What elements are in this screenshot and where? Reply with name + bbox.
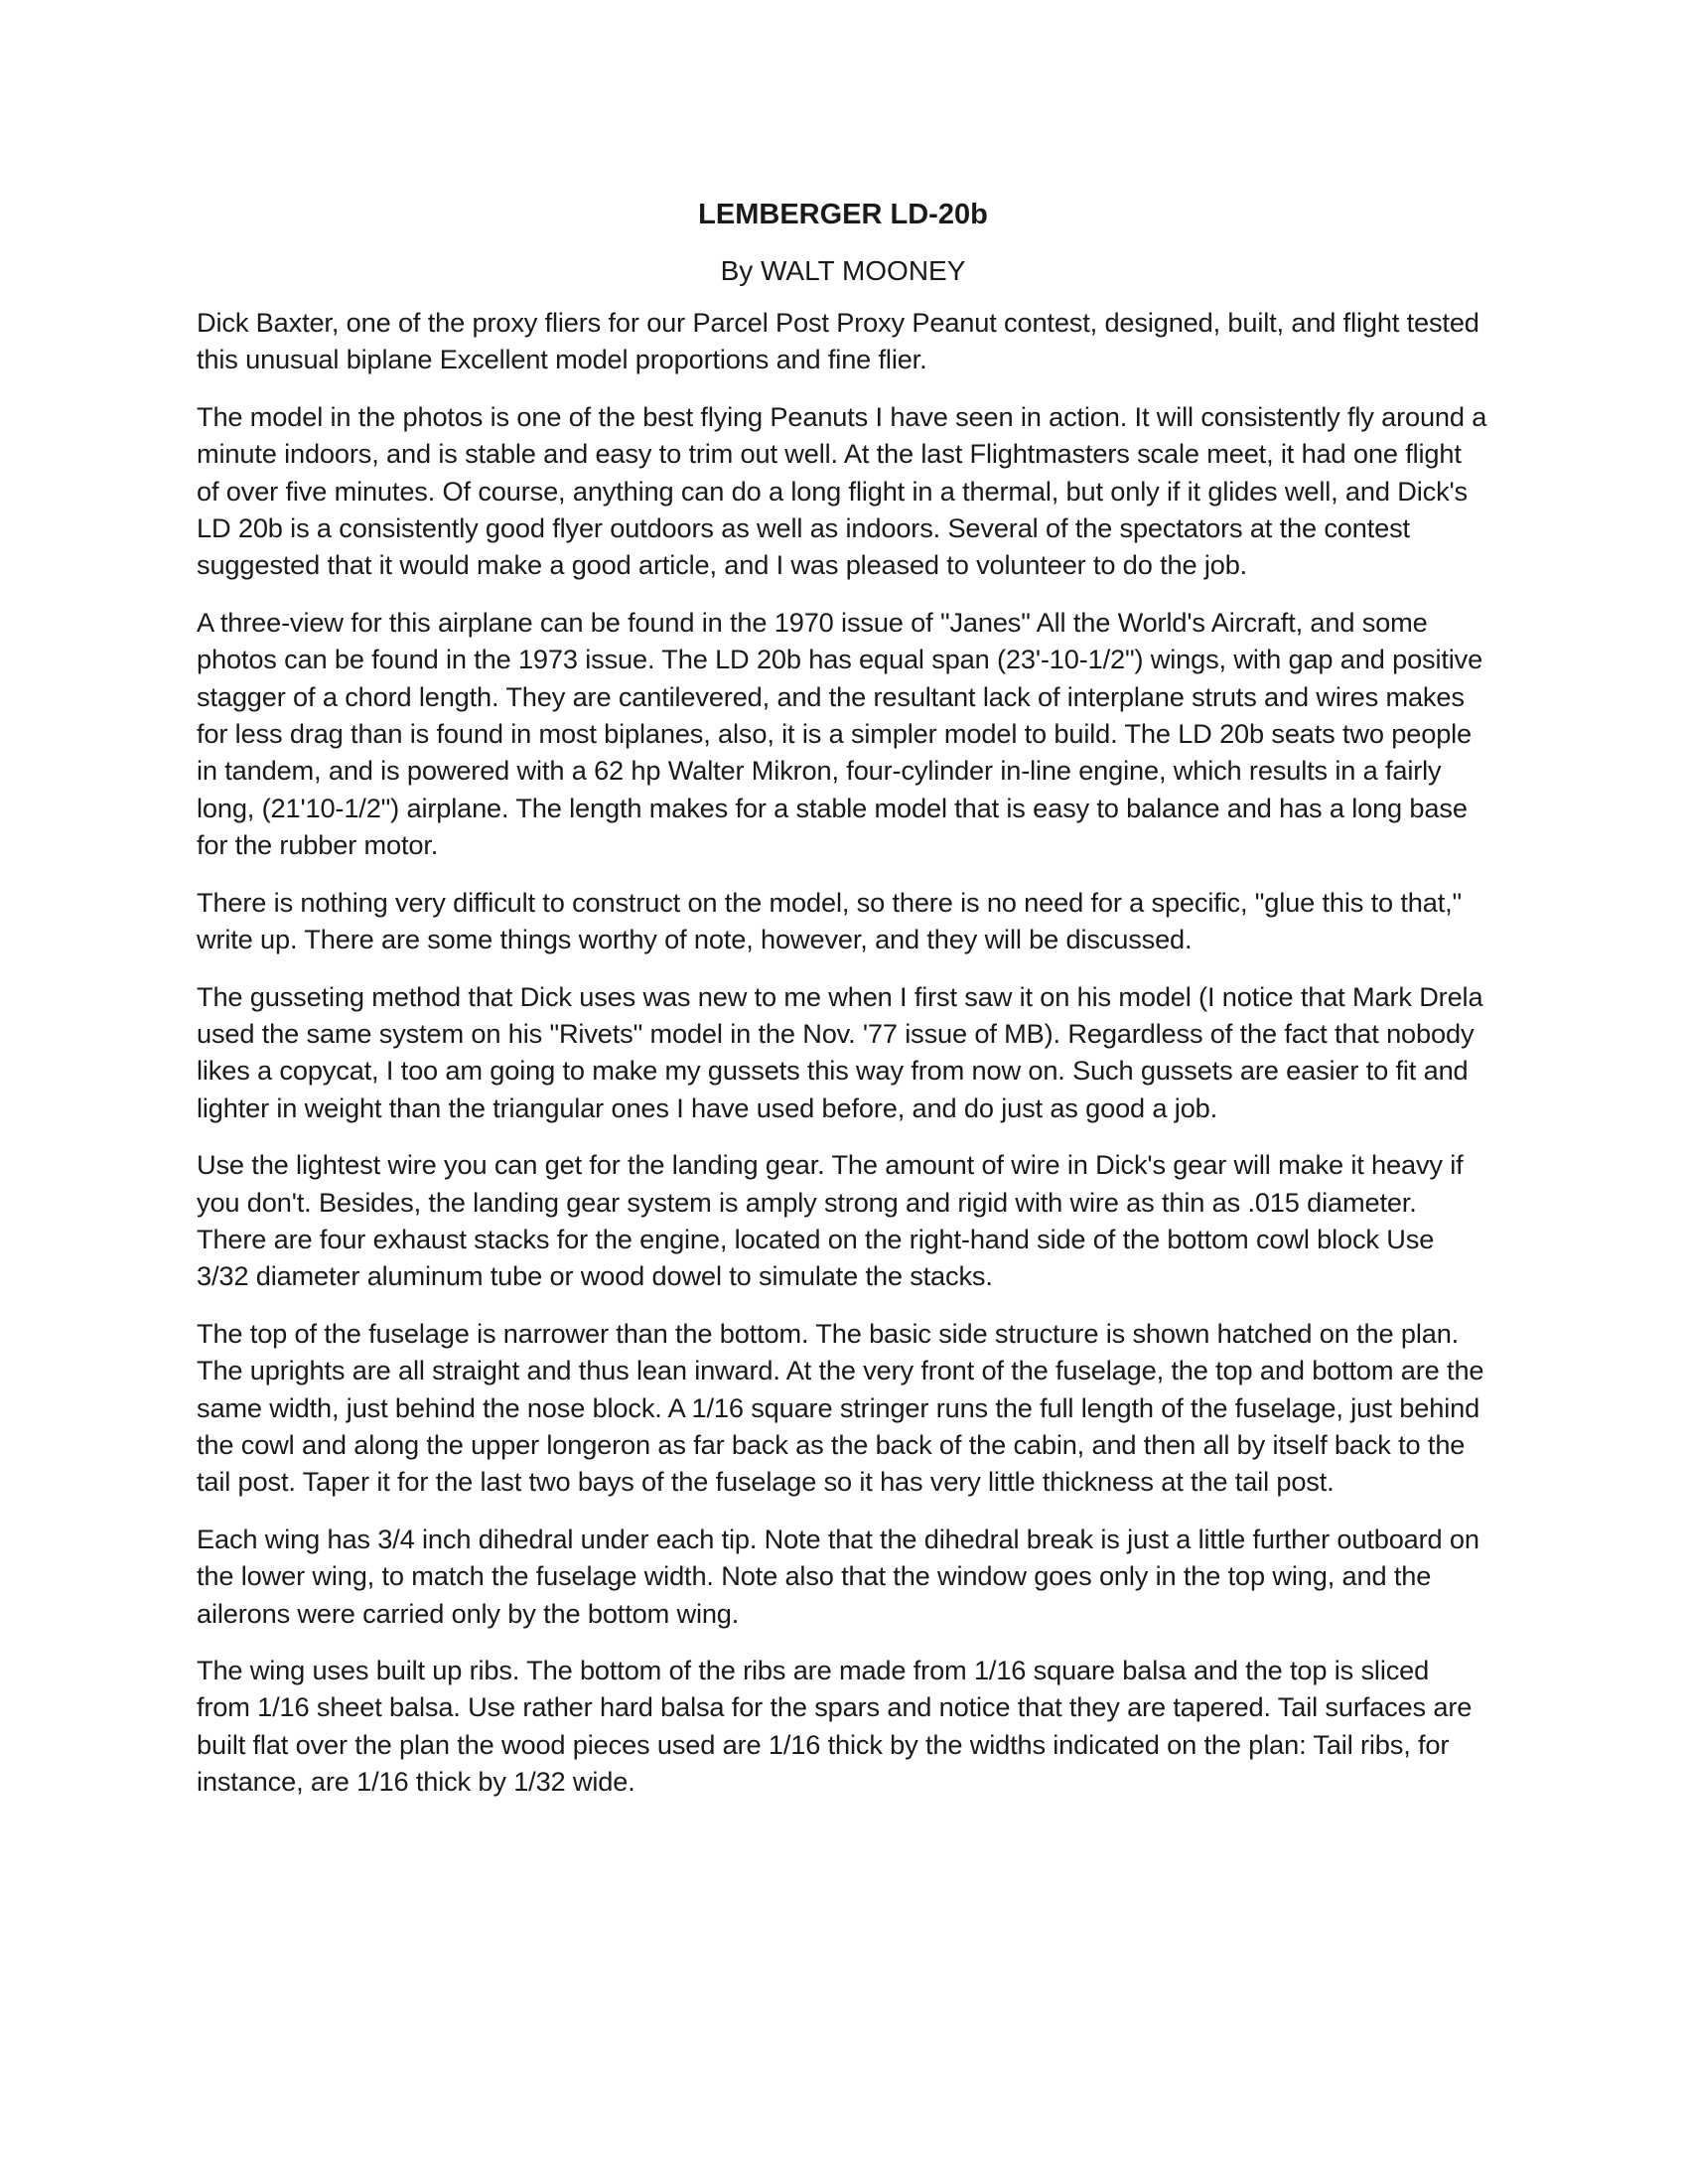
paragraph-4: There is nothing very difficult to construct on the model, so there is no need for a specific, "glue this to that," write up. There are some things worthy of note, however, and they will be discussed. — [197, 886, 1463, 955]
paragraph-3: A three-view for this airplane can be found in the 1970 issue of "Janes" All the World's Aircraft, and some photos can be found in the 1973 issue. The LD 20b has equal span (23'-10-1/2") wings, with gap and positive stagger of a chord length. They are cantilevered, and the resultant lack of interplane struts and wires makes for less drag than is found in most biplanes, also, it is a simpler model to build. The LD 20b seats two people in tandem, and is powered with a 62 hp Walter Mikron, four-cylinder in-line engine, which results in a fairly long, (21'10-1/2") airplane. The length makes for a stable model that is easy to balance and has a long base for the rubber motor. — [197, 606, 1483, 861]
document-byline: By WALT MOONEY — [720, 255, 966, 286]
paragraph-9: The wing uses built up ribs. The bottom of the ribs are made from 1/16 square balsa and the top is sliced from 1/16 sheet balsa. Use rather hard balsa for the spars and notice that they are tapered. Tail surfaces are built flat over the plan the wood pieces used are 1/16 thick by the widths indicated on the plan: Tail ribs, for instance, are 1/16 thick by 1/32 wide. — [197, 1655, 1473, 1798]
document-page — [197, 195, 1489, 1820]
document-title: LEMBERGER LD-20b — [698, 199, 988, 230]
paragraph-6: Use the lightest wire you can get for the landing gear. The amount of wire in Dick's gear will make it heavy if you don't. Besides, the landing gear system is amply strong and rigid with wire as thin as .015 diameter. There are four exhaust stacks for the engine, located on the right-hand side of the bottom cowl block Use 3/32 diameter aluminum tube or wood dowel to simulate the stacks. — [197, 1149, 1464, 1292]
paragraph-2: The model in the photos is one of the best flying Peanuts I have seen in action. It will consistently fly around a minute indoors, and is stable and easy to trim out well. At the last Flightmasters scale meet, it had one flight of over five minutes. Of course, anything can do a long flight in a thermal, but only if it glides well, and Dick's LD 20b is a consistently good flyer outdoors as well as indoors. Several of the spectators at the contest suggested that it would make a good article, and I was pleased to volunteer to do the job. — [197, 400, 1487, 581]
paragraph-7: The top of the fuselage is narrower than the bottom. The basic side structure is shown hatched on the plan. The uprights are all straight and thus lean inward. At the very front of the fuselage, the top and bottom are the same width, just behind the nose block. A 1/16 square stringer runs the full length of the fuselage, just behind the cowl and along the upper longeron as far back as the back of the cabin, and then all by itself back to the tail post. Taper it for the last two bays of the fuselage so it has very little thickness at the tail post. — [197, 1317, 1484, 1498]
paragraph-5: The gusseting method that Dick uses was new to me when I first saw it on his model (I notice that Mark Drela used the same system on his "Rivets" model in the Nov. '77 issue of MB). Regardless of the fact that nobody likes a copycat, I too am going to make my gussets this way from now on. Such gussets are easier to fit and lighter in weight than the triangular ones I have used before, and do just as good a job. — [197, 980, 1483, 1123]
paragraph-8: Each wing has 3/4 inch dihedral under each tip. Note that the dihedral break is just a little further outboard on the lower wing, to match the fuselage width. Note also that the window goes only in the top wing, and the ailerons were carried only by the bottom wing. — [197, 1523, 1479, 1629]
paragraph-1: Dick Baxter, one of the proxy fliers for our Parcel Post Proxy Peanut contest, designed, built, and flight tested this unusual biplane Excellent model proportions and fine flier. — [197, 307, 1479, 375]
